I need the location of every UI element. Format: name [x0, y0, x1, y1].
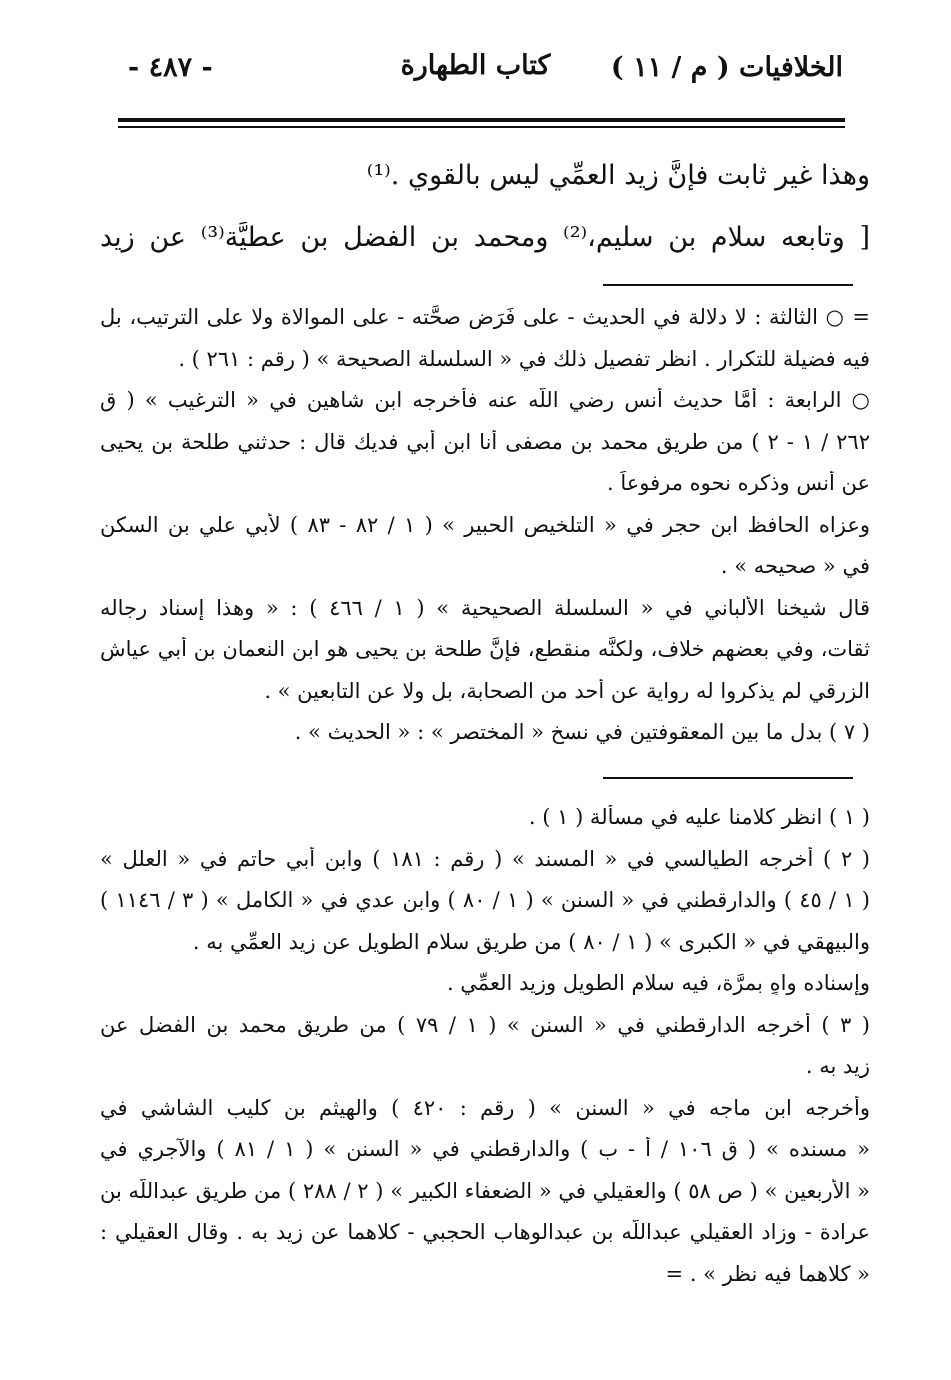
footnote-line: ( ٢ ) أخرجه الطيالسي في « المسند » ( رقم : ١٨١ ) وابن أبي حاتم في « العلل »: [100, 846, 870, 871]
book-title: كتاب الطهارة: [400, 50, 551, 81]
body-line: [ وتابعه سلام بن سليم،⁽²⁾ ومحمد بن الفضل بن عطيَّة⁽³⁾ عن زيد: [100, 222, 870, 253]
body-line: وهذا غير ثابت فإنَّ زيد العمِّي ليس بالقوي .⁽¹⁾: [366, 160, 870, 191]
note-line: وعزاه الحافظ ابن حجر في « التلخيص الحبير » ( ١ / ٨٢ - ٨٣ ) لأبي علي بن السكن: [100, 512, 870, 537]
note-line: عن أنس وذكره نحوه مرفوعاً .: [606, 471, 870, 495]
footnote-line: ( ١ / ٤٥ ) والدارقطني في « السنن » ( ١ / ٨٠ ) وابن عدي في « الكامل » ( ٣ / ١١٤٦ ): [100, 888, 870, 912]
footnote-line: زيد به .: [805, 1054, 870, 1078]
footnote-line: ( ٣ ) أخرجه الدارقطني في « السنن » ( ١ / ٧٩ ) من طريق محمد بن الفضل عن: [100, 1012, 870, 1037]
footnote-line: وأخرجه ابن ماجه في « السنن » ( رقم : ٤٢٠ ) والهيثم بن كليب الشاشي في: [100, 1095, 870, 1120]
note-line: قال شيخنا الألباني في « السلسلة الصحيحية » ( ١ / ٤٦٦ ) : « وهذا إسناد رجاله: [100, 595, 870, 620]
note-line: ثقات، وفي بعضهم خلاف، ولكنَّه منقطع، فإنَّ طلحة بن يحيى هو ابن النعمان بن أبي عياش: [100, 637, 870, 661]
footnote-separator: [603, 777, 853, 779]
footnote-separator: [603, 284, 853, 286]
note-line: فيه فضيلة للتكرار . انظر تفصيل ذلك في « السلسلة الصحيحة » ( رقم : ٢٦١ ) .: [178, 346, 870, 371]
note-line: في « صحيحه » .: [720, 554, 870, 578]
note-line: ( ٧ ) بدل ما بين المعقوفتين في نسخ « المختصر » : « الحديث » .: [294, 720, 870, 744]
note-line: = ○ الثالثة : لا دلالة في الحديث - على فَرَض صحَّته - على الموالاة ولا على الترتيب، بل: [100, 305, 870, 329]
page-number: - ٤٨٧ -: [128, 52, 213, 83]
header-rule-thick: [118, 118, 845, 122]
note-line: ○ الرابعة : أمَّا حديث أنس رضي اللَّه عنه فأخرجه ابن شاهين في « الترغيب » ( ق: [100, 388, 870, 412]
header-rule-thin: [118, 126, 845, 128]
footnote-line: « الأربعين » ( ص ٥٨ ) والعقيلي في « الضعفاء الكبير » ( ٢ / ٢٨٨ ) من طريق عبداللَّه بن: [100, 1178, 870, 1203]
footnote-line: وإسناده واهٍ بمرَّة، فيه سلام الطويل وزيد العمِّي .: [446, 971, 870, 995]
footnote-line: « مسنده » ( ق ١٠٦ / أ - ب ) والدارقطني في « السنن » ( ١ / ٨١ ) والآجري في: [100, 1137, 870, 1161]
footnote-line: والبيهقي في « الكبرى » ( ١ / ٨٠ ) من طريق سلام الطويل عن زيد العمِّي به .: [192, 929, 870, 954]
footnote-line: « كلاهما فيه نظر » . =: [665, 1261, 870, 1286]
note-line: ٢٦٢ / ١ - ٢ ) من طريق محمد بن مصفى أنا ابن أبي فديك قال : حدثني طلحة بن يحيى: [100, 429, 870, 454]
series-title: الخلافيات ( م / ١١ ): [610, 52, 843, 83]
footnote-line: عرادة - وزاد العقيلي عبداللَّه بن عبدالوهاب الحجبي - كلاهما عن زيد به . وقال العقيلي :: [100, 1220, 870, 1244]
footnote-line: ( ١ ) انظر كلامنا عليه في مسألة ( ١ ) .: [528, 805, 870, 829]
note-line: الزرقي لم يذكروا له رواية عن أحد من الصحابة، بل ولا عن التابعين » .: [264, 678, 870, 703]
